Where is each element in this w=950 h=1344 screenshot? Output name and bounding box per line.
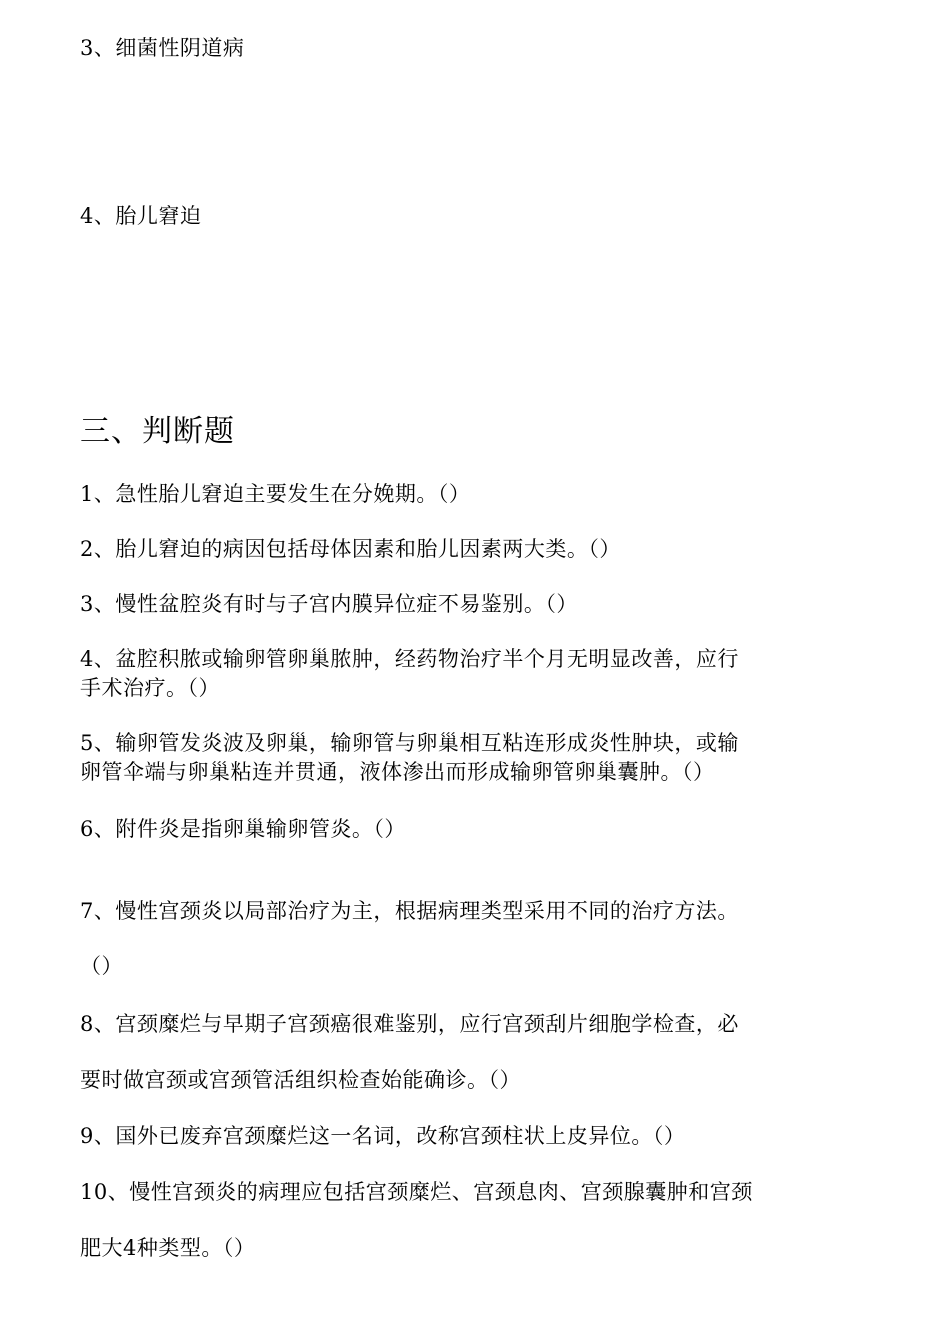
question-8-line-1: 8、宫颈糜烂与早期子宫颈癌很难鉴别，应行宫颈刮片细胞学检查，必 xyxy=(80,1012,739,1036)
question-7-line-1: 7、慢性宫颈炎以局部治疗为主，根据病理类型采用不同的治疗方法。 xyxy=(80,899,739,923)
question-8-line-2: 要时做宫颈或宫颈管活组织检查始能确诊。（） xyxy=(80,1068,521,1092)
question-3: 3、慢性盆腔炎有时与子宫内膜异位症不易鉴别。（） xyxy=(80,592,578,616)
section-heading: 三、判断题 xyxy=(80,414,235,449)
question-1: 1、急性胎儿窘迫主要发生在分娩期。（） xyxy=(80,482,471,506)
short-answer-item-3: 3、细菌性阴道病 xyxy=(80,36,245,60)
question-6: 6、附件炎是指卵巢输卵管炎。（） xyxy=(80,817,406,841)
question-5-line-2: 卵管伞端与卵巢粘连并贯通，液体渗出而形成输卵管卵巢囊肿。（） xyxy=(80,760,715,784)
question-7-line-2: （） xyxy=(80,954,123,978)
question-2: 2、胎儿窘迫的病因包括母体因素和胎儿因素两大类。（） xyxy=(80,537,621,561)
question-4-line-1: 4、盆腔积脓或输卵管卵巢脓肿，经药物治疗半个月无明显改善，应行 xyxy=(80,647,739,671)
question-9: 9、国外已废弃宫颈糜烂这一名词，改称宫颈柱状上皮异位。（） xyxy=(80,1124,686,1148)
question-5-line-1: 5、输卵管发炎波及卵巢，输卵管与卵巢相互粘连形成炎性肿块，或输 xyxy=(80,731,739,755)
question-10-line-2: 肥大4种类型。（） xyxy=(80,1236,256,1260)
question-4-line-2: 手术治疗。（） xyxy=(80,676,220,700)
question-10-line-1: 10、慢性宫颈炎的病理应包括宫颈糜烂、宫颈息肉、宫颈腺囊肿和宫颈 xyxy=(80,1180,753,1204)
short-answer-item-4: 4、胎儿窘迫 xyxy=(80,204,202,228)
